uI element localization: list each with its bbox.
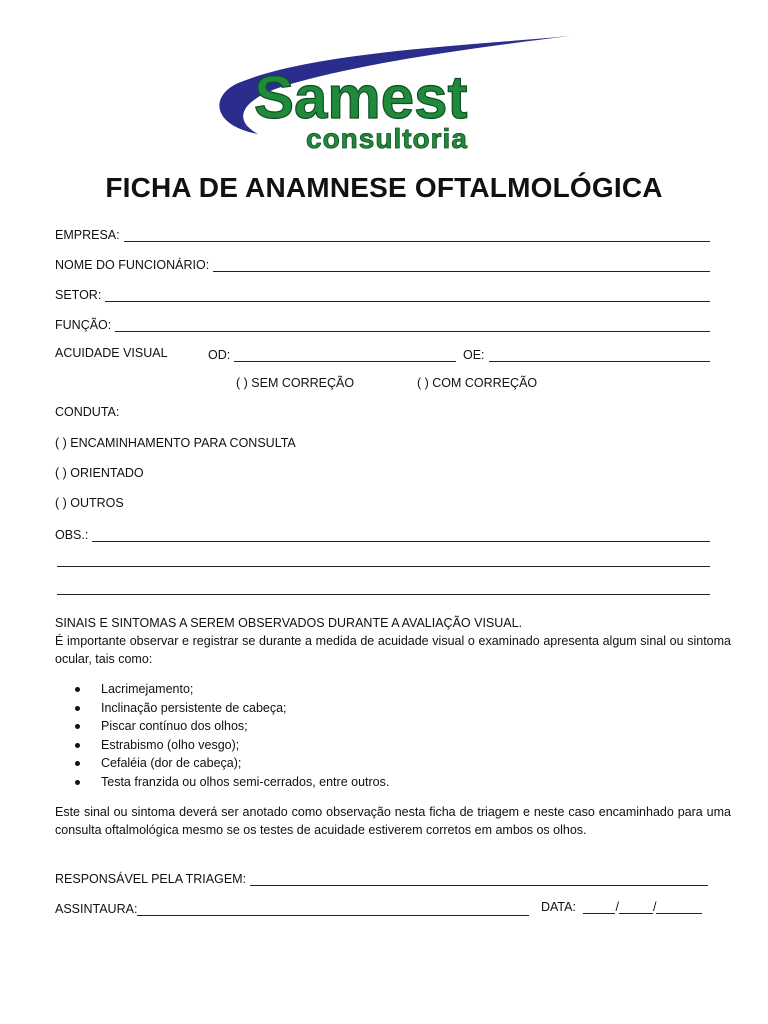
obs-line-3[interactable] — [57, 594, 710, 595]
list-item: Lacrimejamento; — [55, 680, 695, 699]
encaminhamento-checkbox[interactable]: ( ) ENCAMINHAMENTO PARA CONSULTA — [55, 436, 296, 450]
setor-field[interactable] — [105, 287, 710, 302]
responsavel-field[interactable] — [250, 871, 708, 886]
nome-row — [55, 252, 710, 272]
list-item: Inclinação persistente de cabeça; — [55, 699, 695, 718]
od-row — [208, 342, 456, 362]
od-field[interactable] — [234, 347, 456, 362]
list-item: Testa franzida ou olhos semi-cerrados, entre outros. — [55, 773, 695, 792]
obs-field[interactable] — [92, 527, 710, 542]
list-item: Piscar contínuo dos olhos; — [55, 717, 695, 736]
sintomas-list — [55, 680, 695, 792]
funcao-label: FUNÇÃO: — [55, 318, 112, 332]
setor-label: SETOR: — [55, 288, 102, 302]
obs-line-2[interactable] — [57, 566, 710, 567]
data-slash: / — [652, 900, 657, 914]
assinatura-field[interactable] — [137, 901, 529, 916]
sinais-heading: SINAIS E SINTOMAS A SEREM OBSERVADOS DURANTE A AVALIAÇÃO VISUAL. — [55, 616, 523, 630]
funcao-field[interactable] — [115, 317, 710, 332]
assinatura-row — [55, 896, 529, 916]
orientado-checkbox[interactable]: ( ) ORIENTADO — [55, 466, 144, 480]
samest-logo — [214, 34, 574, 154]
data-slash: / — [615, 900, 619, 914]
oe-field[interactable] — [489, 347, 710, 362]
nome-field[interactable] — [213, 257, 710, 272]
empresa-row — [55, 222, 710, 242]
list-item: Estrabismo (olho vesgo); — [55, 736, 695, 755]
logo-sub-text: consultoria — [306, 123, 468, 154]
page-title: FICHA DE ANAMNESE OFTALMOLÓGICA — [105, 172, 663, 203]
responsavel-label: RESPONSÁVEL PELA TRIAGEM: — [55, 872, 247, 886]
list-item: Cefaléia (dor de cabeça); — [55, 754, 695, 773]
responsavel-row — [55, 866, 708, 886]
sinais-note: Este sinal ou sintoma deverá ser anotado como observação nesta ficha de triagem e neste caso encaminhado para uma consulta oftalmológica mesmo se os testes de acuidade estiverem corretos em ambos os olhos. — [55, 805, 731, 837]
od-label: OD: — [208, 348, 231, 362]
nome-label: NOME DO FUNCIONÁRIO: — [55, 258, 210, 272]
obs-row — [55, 522, 710, 542]
outros-checkbox[interactable]: ( ) OUTROS — [55, 496, 124, 510]
logo-brand-text: Samest — [254, 64, 468, 131]
empresa-field[interactable] — [124, 227, 710, 242]
data-year-field[interactable] — [656, 901, 702, 914]
acuidade-label: ACUIDADE VISUAL — [55, 346, 168, 360]
sem-correcao-checkbox[interactable]: ( ) SEM CORREÇÃO — [236, 376, 355, 390]
data-day-field[interactable] — [583, 901, 615, 914]
data-month-field[interactable] — [619, 901, 653, 914]
oe-label: OE: — [463, 348, 485, 362]
sinais-intro: É importante observar e registrar se durante a medida de acuidade visual o examinado apresenta algum sinal ou sintoma ocular, tais como: — [55, 634, 731, 666]
setor-row — [55, 282, 710, 302]
conduta-label: CONDUTA: — [55, 405, 120, 419]
funcao-row — [55, 312, 710, 332]
com-correcao-checkbox[interactable]: ( ) COM CORREÇÃO — [417, 376, 538, 390]
data-group — [541, 900, 702, 914]
data-label: DATA: — [541, 900, 576, 914]
obs-label: OBS.: — [55, 528, 89, 542]
oe-row — [463, 342, 710, 362]
assinatura-label: ASSINTAURA: — [55, 902, 138, 916]
empresa-label: EMPRESA: — [55, 228, 120, 242]
